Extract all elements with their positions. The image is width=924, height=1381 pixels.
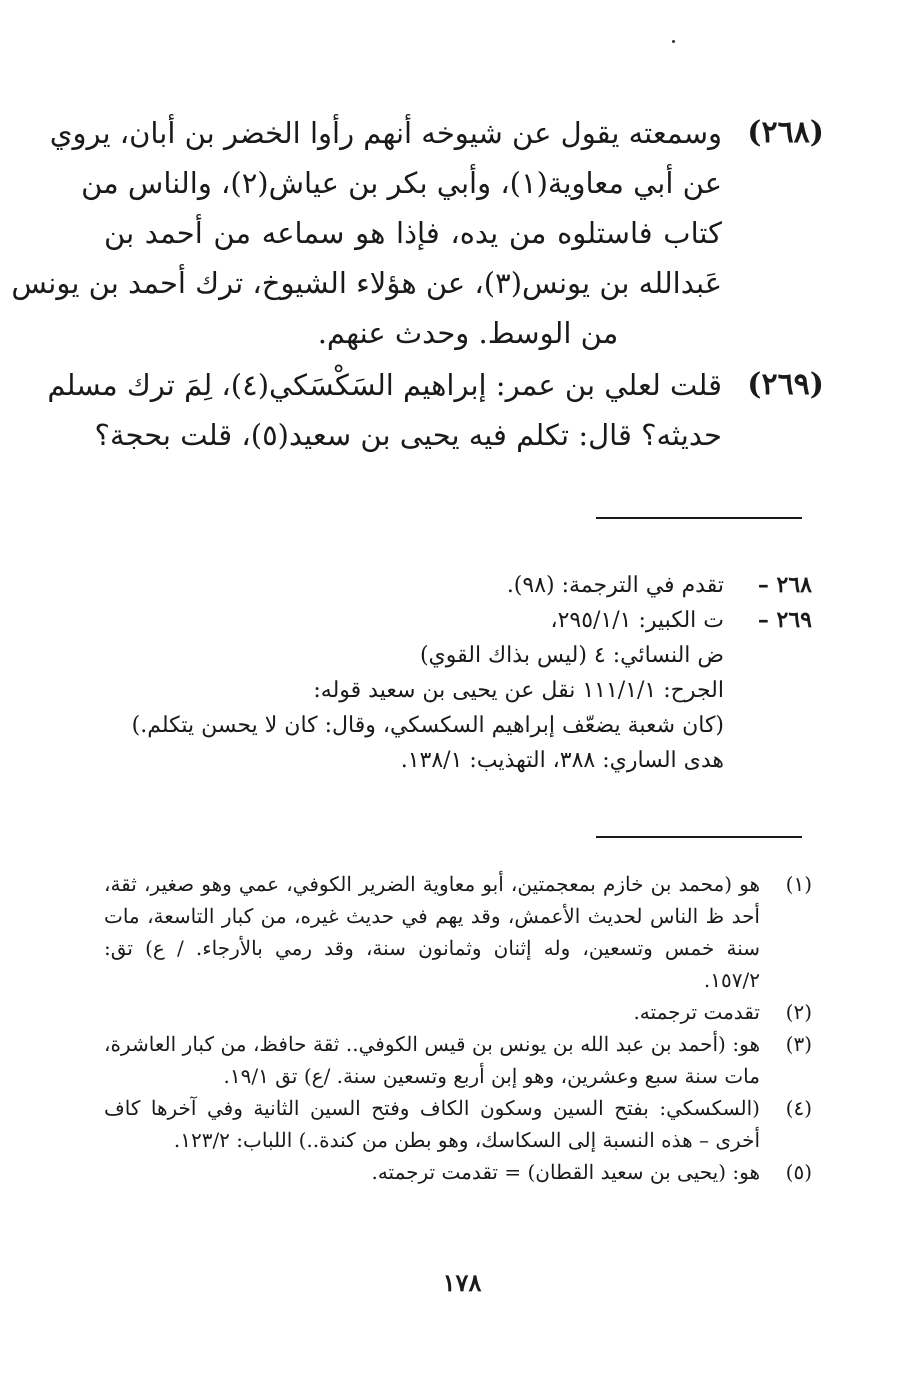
source-number: ٢٦٨ – <box>757 572 812 598</box>
entry-line: عن أبي معاوية(١)، وأبي بكر بن عياش(٢)، والناس من <box>81 166 722 200</box>
footnote <box>104 1028 812 1092</box>
scan-speck <box>672 40 675 43</box>
footnote-line: (السكسكي: بفتح السين وسكون الكاف وفتح السين الثانية وفي آخرها كاف <box>104 1096 760 1120</box>
footnote-number: (٣) <box>785 1032 812 1056</box>
entry-line: حديثه؟ قال: تكلم فيه يحيى بن سعيد(٥)، قلت بحجة؟ <box>94 418 722 452</box>
source-number: ٢٦٩ – <box>757 607 812 633</box>
entry-line: عَبدالله بن يونس(٣)، عن هؤلاء الشيوخ، ترك أحمد بن يونس <box>11 266 722 300</box>
footnote-line: ١٥٧/٢. <box>703 968 760 992</box>
footnotes-section <box>104 868 812 1188</box>
sources-section <box>104 568 812 778</box>
source-item <box>104 673 812 708</box>
source-text: (كان شعبة يضعّف إبراهيم السكسكي، وقال: كان لا يحسن يتكلم.) <box>131 713 724 738</box>
entry-268 <box>11 108 824 358</box>
source-text: ض النسائي: ٤ (ليس بذاك القوي) <box>419 643 724 668</box>
entry-line: كتاب فاستلوه من يده، فإذا هو سماعه من أحمد بن <box>104 216 722 250</box>
source-item <box>104 603 812 638</box>
footnote-line: مات سنة سبع وعشرين، وهو إبن أربع وتسعين سنة. /ع) تق ١٩/١. <box>223 1064 760 1088</box>
source-item <box>104 638 812 673</box>
footnote-number: (٤) <box>785 1096 812 1120</box>
footnote-line: هو: (أحمد بن عبد الله بن يونس بن قيس الكوفي.. ثقة حافظ، من كبار العاشرة، <box>104 1032 760 1056</box>
footnote <box>104 996 812 1028</box>
footnote <box>104 1092 812 1156</box>
source-text: هدى الساري: ٣٨٨، التهذيب: ١٣٨/١. <box>400 748 724 773</box>
source-item <box>104 708 812 743</box>
source-item <box>104 568 812 603</box>
footnote-line: تقدمت ترجمته. <box>633 1000 760 1024</box>
entry-number: (٢٦٨) <box>747 115 824 150</box>
footnote-number: (٢) <box>785 1000 812 1024</box>
entry-269 <box>47 360 824 460</box>
source-text: ت الكبير: ٢٩٥/١/١، <box>550 608 724 633</box>
footnote <box>104 868 812 996</box>
footnote-number: (١) <box>785 872 812 896</box>
footnote-line: أخرى – هذه النسبة إلى السكاسك، وهو بطن من كندة..) اللباب: ١٢٣/٢. <box>173 1128 760 1152</box>
separator-rule <box>596 836 802 838</box>
footnote-line: سنة خمس وتسعين، وله إثنان وثمانون سنة، وقد رمي بالأرجاء. / ع) تق: <box>104 936 760 960</box>
entry-number: (٢٦٩) <box>747 367 824 402</box>
entry-line: قلت لعلي بن عمر: إبراهيم السَكْسَكي(٤)، لِمَ ترك مسلم <box>47 368 722 402</box>
entry-line: من الوسط. وحدث عنهم. <box>317 316 619 350</box>
page-number: ١٧٨ <box>442 1268 482 1297</box>
footnote <box>104 1156 812 1188</box>
footnote-number: (٥) <box>785 1160 812 1184</box>
separator-rule <box>596 517 802 519</box>
source-item <box>104 743 812 778</box>
entry-line: وسمعته يقول عن شيوخه أنهم رأوا الخضر بن أبان، يروي <box>49 116 722 150</box>
footnote-line: أحد ظ الناس لحديث الأعمش، وقد يهم في حديث غيره، من كبار التاسعة، مات <box>104 904 760 928</box>
footnote-line: هو (محمد بن خازم بمعجمتين، أبو معاوية الضرير الكوفي، عمي وهو صغير، ثقة، <box>104 872 760 896</box>
source-text: تقدم في الترجمة: (٩٨). <box>506 573 724 598</box>
source-text: الجرح: ١١١/١/١ نقل عن يحيى بن سعيد قوله: <box>313 678 724 703</box>
footnote-line: هو: (يحيى بن سعيد القطان) = تقدمت ترجمته. <box>371 1160 760 1184</box>
